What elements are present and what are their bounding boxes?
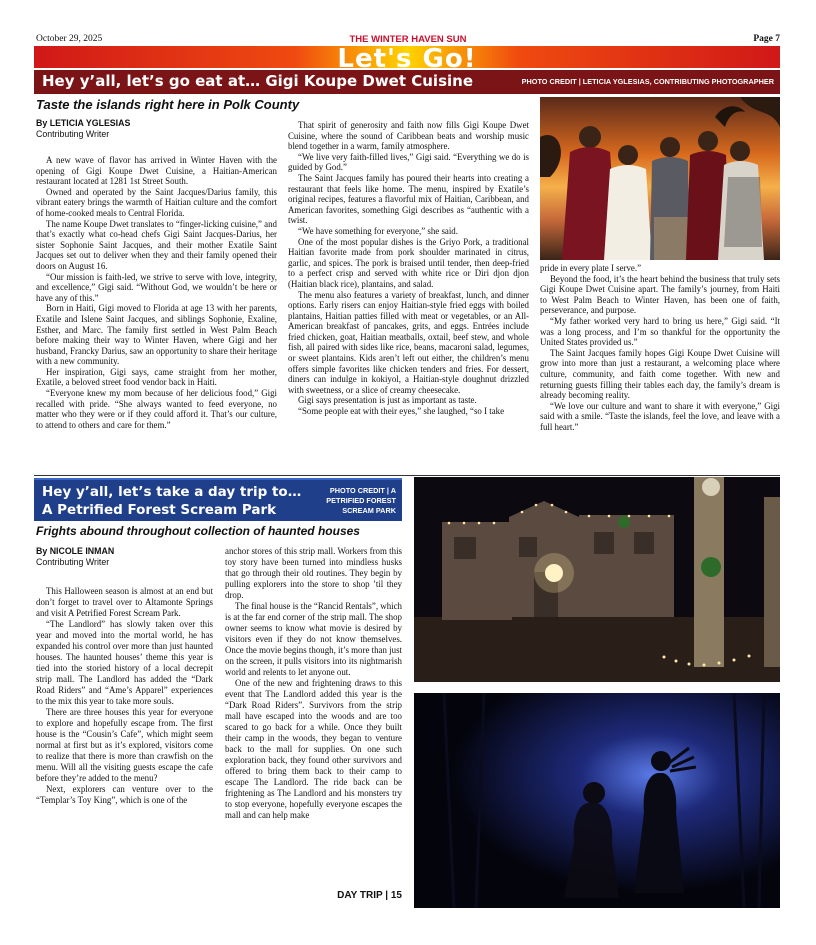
article2-photo-credit	[320, 486, 396, 516]
continued-on-label: DAY TRIP | 15	[337, 890, 402, 901]
page-number: Page 7	[753, 34, 780, 44]
article1-paragraph: A new wave of flavor has arrived in Winter Haven with the opening of Gigi Koupe Dwet Cuisine, a Haitian-American restaurant located at 1281 1st Street South.	[36, 155, 277, 187]
article1-paragraph: One of the most popular dishes is the Griyo Pork, a traditional Haitian favorite made from pork shoulder marinated in citrus, garlic, and spices. The pork is braised until tender, then deep-fried to a perfect crisp and served with white rice or Diri djon djon (Haitian black rice), plantains, and salad.	[288, 236, 529, 289]
section-banner	[34, 46, 780, 68]
article2-paragraph: There are three houses this year for everyone to explore and hopefully escape from. The first house is the “Cousin’s Cafe”, which might seem normal at first but as it’s explored, visitors come to realize that there is more than crawfish on the menu. Will all the visiting guests escape the cafe before they’re added to the menu?	[36, 707, 213, 783]
article1-header	[34, 70, 780, 94]
article2-paragraph: Next, explorers can venture over to the “Templar’s Toy King”, which is one of the	[36, 784, 213, 805]
article1-paragraph: The Saint Jacques family hopes Gigi Koupe Dwet Cuisine will grow into more than just a restaurant, a welcoming place where culture, community, and faith come together. With new and returning guests filling their tables each day, the family’s dream is already becoming reality.	[540, 347, 780, 401]
article1-byline-block	[36, 118, 276, 140]
article2-byline-block	[36, 546, 216, 568]
article1-paragraph: Born in Haiti, Gigi moved to Florida at age 13 with her parents, Exatile and Islene Saint Jacques, and siblings Sophonie, Exaline, Esther, and Marc. The family first settled in West Palm Beach before making their way to Winter Haven, where Gigi and her husband, Francky Darius, saw an opportunity to share their heritage with a new community.	[36, 303, 277, 367]
article1-paragraph: The menu also features a variety of breakfast, lunch, and dinner options. Early risers can enjoy Haitian-style fried eggs with boiled plantains, Haitian patties filled with meat or vegetables, or an All-American breakfast of pancakes, grits, and eggs. Entrées include fried chicken, goat, Haitian meatballs, oxtail, beef stew, and whole fish, all paired with sides like rice, beans, macaroni salad, legumes, or sweet plantains. Kids aren’t left out either, the children’s menu offers simple favorites like chicken tenders and fries. For dessert, diners can indulge in kokiyol, a Haitian-style doughnut drizzled with sweetness, or a slice of creamy cheesecake.	[288, 289, 529, 395]
article1-paragraph: “We live very faith-filled lives,” Gigi said. “Everything we do is guided by God.”	[288, 151, 529, 173]
article1-column-1	[36, 155, 277, 430]
article1-headline: Hey y’all, let’s go eat at… Gigi Koupe Dwet Cuisine	[42, 72, 473, 90]
article2-column-2	[225, 546, 402, 821]
dark-road-riders-photo	[414, 693, 780, 908]
article2-role: Contributing Writer	[36, 557, 110, 567]
haunted-house-photo	[414, 477, 780, 682]
article2-paragraph: This Halloween season is almost at an end but don’t forget to travel over to Altamonte Springs and visit A Petrified Forest Scream Park.	[36, 586, 213, 618]
article1-column-3	[540, 263, 780, 433]
article1-photo-credit: PHOTO CREDIT | LETICIA YGLESIAS, CONTRIBUTING PHOTOGRAPHER	[521, 77, 774, 86]
article2-headline-line2: A Petrified Forest Scream Park	[42, 502, 277, 518]
article1-paragraph: “Our mission is faith-led, we strive to serve with love, integrity, and excellence,” Gigi said. “Without God, we wouldn’t be here or have any of this.”	[36, 271, 277, 303]
article2-credit-line2: PETRIFIED FOREST	[326, 496, 396, 505]
article1-column-2	[288, 120, 529, 417]
article1-paragraph: The Saint Jacques family has poured their hearts into creating a restaurant that feels like home. The menu, inspired by Exatile’s original recipes, features a flavorful mix of Haitian, Caribbean, and American favorites, something Gigi describes as “authentic with a twist.	[288, 172, 529, 226]
paper-name: THE WINTER HAVEN SUN	[349, 34, 467, 45]
article1-paragraph: “Some people eat with their eyes,” she laughed, “so I take	[298, 406, 505, 417]
article1-paragraph: Her inspiration, Gigi says, came straight from her mother, Exatile, a beloved street food vendor back in Haiti.	[36, 366, 277, 388]
family-photo	[540, 97, 780, 260]
article2-paragraph: anchor stores of this strip mall. Workers from this toy story have been turned into mindless husks that go through their old routines. They begin by pulling explorers into the store to shop ’til they drop.	[225, 546, 402, 600]
article2-subhead: Frights abound throughout collection of haunted houses	[36, 524, 360, 538]
article1-paragraph: Beyond the food, it’s the heart behind the business that truly sets Gigi Koupe Dwet Cuisine apart. The family’s journey, from Haiti to West Palm Beach to Winter Haven, has been one of faith, perseverance, and purpose.	[540, 273, 780, 316]
article1-paragraph: Owned and operated by the Saint Jacques/Darius family, this vibrant eatery brings the warmth of Haitian culture and the comfort of home-cooked meals to Central Florida.	[36, 186, 277, 218]
article1-subhead: Taste the islands right here in Polk County	[36, 97, 300, 112]
article2-byline: By NICOLE INMAN	[36, 546, 115, 556]
issue-date: October 29, 2025	[36, 34, 103, 44]
article2-column-1	[36, 586, 213, 806]
article1-paragraph: “My father worked very hard to bring us here,” Gigi said. “It was a long process, and I’m so thankful for the opportunity the United States provided us.”	[540, 315, 780, 348]
article1-continuation: pride in every plate I serve.”	[540, 263, 642, 273]
article1-paragraph: “Everyone knew my mom because of her delicious food,” Gigi recalled with pride. “She always wanted to feed everyone, no matter who they were or if they could afford it. That’s our culture, to attend to others and care for them.”	[36, 388, 277, 430]
article1-paragraph: The name Koupe Dwet translates to “finger-licking cuisine,” and that’s exactly what co-head chefs Gigi Saint Jacques-Darius, her sister Sophonie Saint Jacques, and their mother Exatile Saint Jacques set out to deliver when they and their family opened their doors on August 16.	[36, 218, 277, 271]
article2-header	[34, 478, 402, 521]
article1-paragraph: That spirit of generosity and faith now fills Gigi Koupe Dwet Cuisine, where the sound of Caribbean beats and worship music blend together in a warm, family atmosphere.	[288, 120, 529, 152]
article2-paragraph: One of the new and frightening draws to this event that The Landlord added this year is the “Dark Road Riders”. Survivors from the strip mall have escaped into the woods and are too scared to go back for a while. Once they built their camp in the woods, they began to venture back to the mall for supplies. On one such exploration back, they found other survivors and offered to bring them back to their camp to escape The Landlord. The ride back can be frightening as The Landlord and his monsters try to stop everyone, hopefully everyone escapes the mall and can help make	[225, 678, 402, 820]
article2-paragraph: The final house is the “Rancid Rentals”, which is at the far end corner of the strip mall. The shop owner seems to know what movie is desired by visitors even if they do not know themselves. Once the movie begins though, it’s more than just on the screen, it pulls visitors into its nightmarish world and relents to let anyone out.	[225, 601, 402, 677]
article1-paragraph: Gigi says presentation is just as important as taste.	[298, 395, 477, 406]
article2-paragraph: “The Landlord” has slowly taken over this year and moved into the mortal world, he has expanded his control over more than just haunted houses. The haunted houses’ theme this year is tied into the storied history of a local decrepit strip mall. The Landlord has added the “Dark Road Riders” and “Ame’s Apparel” experiences to the mix this year to take more souls.	[36, 619, 213, 706]
article1-paragraph: “We love our culture and want to share it with everyone,” Gigi said with a smile. “Taste the islands, feel the love, and leave with a full heart.”	[540, 400, 780, 432]
article2-credit-line3: SCREAM PARK	[342, 506, 396, 515]
article1-role: Contributing Writer	[36, 129, 110, 139]
article1-paragraph: “We have something for everyone,” she said.	[298, 225, 458, 236]
section-banner-title: Let's Go!	[337, 46, 477, 68]
section-divider	[34, 475, 780, 476]
article2-headline	[42, 483, 312, 519]
article1-byline: By LETICIA YGLESIAS	[36, 118, 131, 128]
article2-headline-line1: Hey y’all, let’s take a day trip to…	[42, 484, 302, 500]
article2-credit-line1: PHOTO CREDIT | A	[329, 486, 396, 495]
